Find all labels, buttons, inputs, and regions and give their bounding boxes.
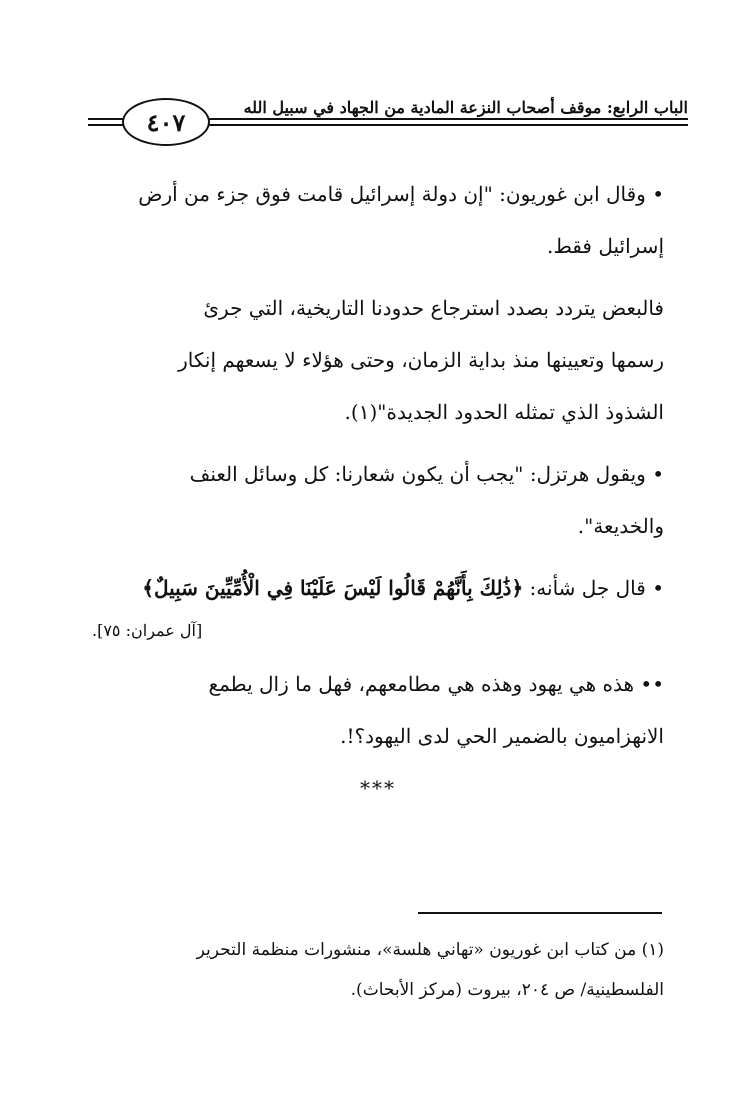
paragraph-line: الشذوذ الذي تمثله الحدود الجديدة"(١). — [344, 400, 664, 424]
paragraph-line: •• هذه هي يهود وهذه هي مطامعهم، فهل ما زال يطمع — [208, 672, 664, 696]
chapter-title: الباب الرابع: موقف أصحاب النزعة المادية من الجهاد في سبيل الله — [214, 98, 688, 117]
paragraph-line: والخديعة". — [577, 514, 664, 538]
paragraph-line: الانهزاميون بالضمير الحي لدى اليهود؟!. — [340, 724, 664, 748]
section-separator: *** — [360, 776, 396, 800]
paragraph-line: إسرائيل فقط. — [546, 234, 664, 258]
footnote-line: الفلسطينية/ ص ٢٠٤، بيروت (مركز الأبحاث). — [350, 980, 664, 1000]
page-body — [92, 168, 664, 814]
quran-verse-line — [92, 562, 664, 614]
footnote — [92, 930, 664, 1010]
footnote-line: (١) من كتاب ابن غوريون «تهاني هلسة»، منشورات منظمة التحرير — [196, 940, 664, 960]
paragraph-line: • ويقول هرتزل: "يجب أن يكون شعارنا: كل وسائل العنف — [189, 462, 664, 486]
footnote-divider — [418, 912, 662, 914]
page-number: ٤٠٧ — [122, 98, 210, 146]
page-header — [88, 86, 688, 158]
verse-intro: • قال جل شأنه: — [529, 576, 664, 600]
quran-verse: ﴿ذَٰلِكَ بِأَنَّهُمْ قَالُوا لَيْسَ عَلَيْنَا فِي الْأُمِّيِّينَ سَبِيلٌ﴾ — [142, 576, 524, 600]
paragraph-line: • وقال ابن غوريون: "إن دولة إسرائيل قامت فوق جزء من أرض — [138, 182, 664, 206]
paragraph-line: رسمها وتعيينها منذ بداية الزمان، وحتى هؤلاء لا يسعهم إنكار — [178, 348, 664, 372]
paragraph-line: فالبعض يتردد بصدد استرجاع حدودنا التاريخية، التي جرئ — [203, 296, 664, 320]
verse-citation: [آل عمران: ٧٥]. — [92, 621, 203, 640]
